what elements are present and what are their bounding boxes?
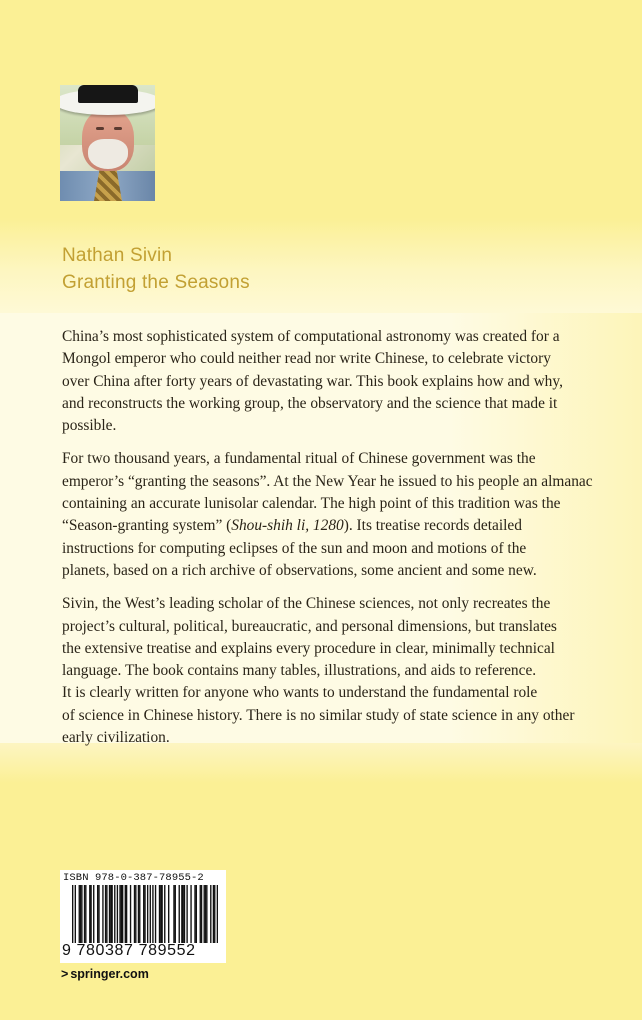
barcode-bar: [134, 885, 135, 943]
blurb-line: For two thousand years, a fundamental ritual of Chinese government was the: [62, 450, 536, 468]
barcode-bar: [102, 885, 103, 943]
barcode-bar: [138, 885, 139, 943]
blurb-line: the extensive treatise and explains every procedure in clear, minimally technical: [62, 639, 555, 657]
blurb-line: planets, based on a rich archive of observations, some ancient and some new.: [62, 561, 537, 579]
barcode-bar: [85, 885, 86, 943]
blurb-paragraph-3: [62, 593, 622, 749]
barcode-bar: [119, 885, 120, 943]
barcode-bar: [217, 885, 218, 943]
blurb-line: emperor’s “granting the seasons”. At the New Year he issued to his people an almanac: [62, 472, 593, 490]
blurb-paragraph-2: [62, 448, 622, 582]
barcode-bar: [161, 885, 162, 943]
isbn-barcode: [60, 870, 226, 963]
barcode-bar: [80, 885, 81, 943]
blurb-line: [62, 515, 622, 537]
barcode-bar: [182, 885, 183, 943]
blurb-text: ). Its treatise records detailed: [343, 517, 522, 535]
barcode-bar: [84, 885, 85, 943]
barcode-bar: [122, 885, 123, 943]
publisher-url: springer.com: [70, 967, 149, 981]
back-cover-blurb: [62, 326, 622, 749]
barcode-bar: [130, 885, 131, 943]
blurb-line: project’s cultural, political, bureaucratic, and personal dimensions, but translates: [62, 617, 557, 635]
book-title: Granting the Seasons: [62, 272, 250, 293]
barcode-bar: [194, 885, 195, 943]
barcode-bar: [147, 885, 148, 943]
barcode-bar: [210, 885, 211, 943]
barcode-bar: [126, 885, 127, 943]
barcode-bar: [205, 885, 206, 943]
blurb-line: containing an accurate lunisolar calendar. The high point of this tradition was the: [62, 495, 561, 513]
barcode-bar: [110, 885, 111, 943]
blurb-line: Mongol emperor who could neither read nor write Chinese, to celebrate victory: [62, 350, 551, 368]
publisher-link[interactable]: [61, 967, 149, 981]
blurb-line: early civilization.: [62, 729, 170, 747]
blurb-line: instructions for computing eclipses of the sun and moon and motions of the: [62, 539, 527, 557]
barcode-bar: [190, 885, 191, 943]
blurb-line: It is clearly written for anyone who wants to understand the fundamental role: [62, 684, 538, 702]
barcode-bar: [181, 885, 182, 943]
barcode-bar: [206, 885, 207, 943]
barcode-bar: [93, 885, 94, 943]
barcode-bar: [168, 885, 169, 943]
blurb-paragraph-1: [62, 326, 622, 437]
barcode-bar: [213, 885, 214, 943]
blurb-line: over China after forty years of devastating war. This book explains how and why,: [62, 372, 563, 390]
barcode-bar: [160, 885, 161, 943]
barcode-bar: [72, 885, 73, 943]
blurb-line: of science in Chinese history. There is no similar study of state science in any other: [62, 706, 575, 724]
barcode-bar: [144, 885, 145, 943]
barcode-bar: [81, 885, 82, 943]
blurb-italic-title: Shou-shih li, 1280: [231, 517, 344, 535]
blurb-line: possible.: [62, 417, 117, 435]
barcode-bar: [89, 885, 90, 943]
chevron-right-icon: >: [61, 967, 69, 981]
barcode-bar: [214, 885, 215, 943]
barcode-bar: [196, 885, 197, 943]
barcode-bar: [173, 885, 174, 943]
barcode-bar: [75, 885, 76, 943]
barcode-bar: [164, 885, 165, 943]
barcode-bar: [105, 885, 106, 943]
barcode-bar: [204, 885, 205, 943]
barcode-bar: [79, 885, 80, 943]
barcode-bar: [98, 885, 99, 943]
barcode-bar: [125, 885, 126, 943]
barcode-bar: [184, 885, 185, 943]
barcode-bar: [179, 885, 180, 943]
barcode-digits: 9 780387 789552: [62, 942, 196, 959]
barcode-bar: [97, 885, 98, 943]
barcode-bar: [159, 885, 160, 943]
barcode-bar: [201, 885, 202, 943]
barcode-bar: [186, 885, 187, 943]
barcode-bar: [114, 885, 115, 943]
author-photo: [60, 85, 155, 201]
barcode-bar: [121, 885, 122, 943]
barcode-bar: [150, 885, 151, 943]
barcode-bar: [152, 885, 153, 943]
barcode-bar: [155, 885, 156, 943]
blurb-line: language. The book contains many tables, illustrations, and aids to reference.: [62, 662, 537, 680]
barcode-bar: [200, 885, 201, 943]
barcode-bar: [106, 885, 107, 943]
barcode-bar: [109, 885, 110, 943]
author-name: Nathan Sivin: [62, 245, 173, 266]
barcode-bar: [135, 885, 136, 943]
barcode-bar: [143, 885, 144, 943]
barcode-bar: [117, 885, 118, 943]
barcode-bars: [72, 885, 218, 943]
blurb-text: “Season-granting system” (: [62, 517, 232, 535]
barcode-bar: [175, 885, 176, 943]
barcode-bar: [139, 885, 140, 943]
barcode-bar: [90, 885, 91, 943]
blurb-line: China’s most sophisticated system of computational astronomy was created for a: [62, 328, 560, 345]
blurb-line: Sivin, the West’s leading scholar of the Chinese sciences, not only recreates the: [62, 595, 551, 613]
isbn-label: ISBN 978-0-387-78955-2: [63, 872, 204, 884]
barcode-bar: [111, 885, 112, 943]
blurb-line: and reconstructs the working group, the observatory and the science that made it: [62, 394, 558, 412]
